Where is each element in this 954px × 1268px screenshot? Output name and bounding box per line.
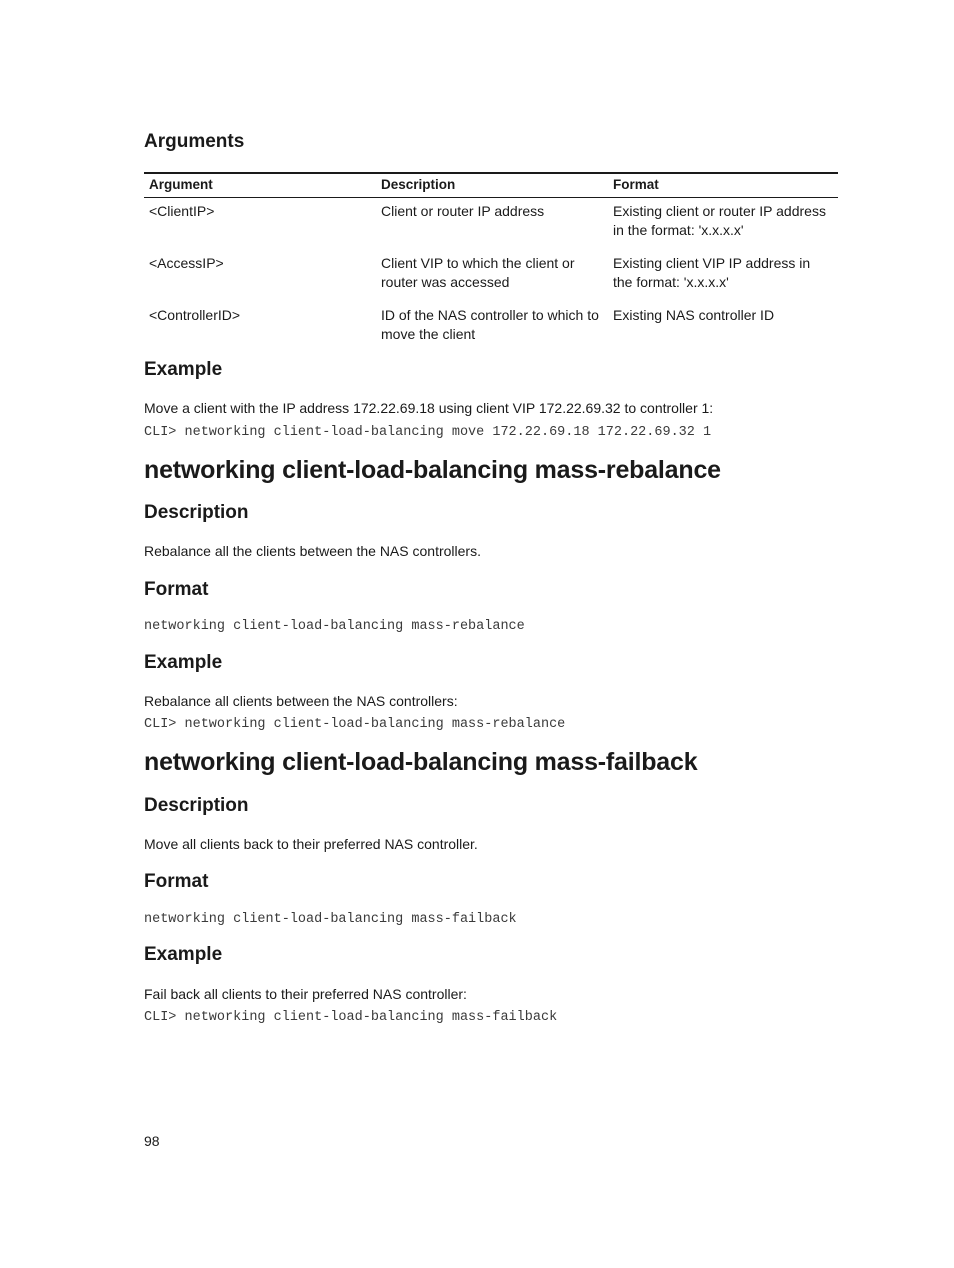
example-heading: Example <box>144 652 223 673</box>
table-cell: Client or router IP address <box>381 203 545 219</box>
table-cell: <AccessIP> <box>149 255 224 271</box>
table-header-cell: Description <box>376 173 608 198</box>
example-heading: Example <box>144 944 223 965</box>
description-heading: Description <box>144 502 249 523</box>
example-text: Move a client with the IP address 172.22.69.18 using client VIP 172.22.69.32 to controller 1: <box>144 400 714 416</box>
example-code: CLI> networking client-load-balancing mass-rebalance <box>144 717 566 732</box>
page-number: 98 <box>144 1133 160 1149</box>
table-header-row <box>144 173 838 198</box>
table-row <box>144 250 838 302</box>
example-code: CLI> networking client-load-balancing move 172.22.69.18 172.22.69.32 1 <box>144 425 712 440</box>
table-header-cell: Argument <box>144 173 376 198</box>
table-row <box>144 198 838 251</box>
table-cell: <ClientIP> <box>149 203 215 219</box>
table-row <box>144 302 838 354</box>
table-header-cell: Format <box>608 173 838 198</box>
arguments-table <box>144 172 838 354</box>
section-title: networking client-load-balancing mass-rebalance <box>144 456 721 484</box>
example-text: Rebalance all clients between the NAS controllers: <box>144 693 458 709</box>
table-cell: Existing client or router IP address in the format: 'x.x.x.x' <box>613 203 826 238</box>
table-cell: Client VIP to which the client or router was accessed <box>381 255 575 290</box>
table-cell: <ControllerID> <box>149 307 241 323</box>
table-cell: Existing NAS controller ID <box>613 307 775 323</box>
format-code: networking client-load-balancing mass-failback <box>144 912 517 927</box>
format-code: networking client-load-balancing mass-rebalance <box>144 619 525 634</box>
table-cell: ID of the NAS controller to which to move the client <box>381 307 599 342</box>
arguments-heading: Arguments <box>144 131 245 152</box>
description-text: Rebalance all the clients between the NAS controllers. <box>144 543 481 559</box>
description-heading: Description <box>144 795 249 816</box>
table-cell: Existing client VIP IP address in the format: 'x.x.x.x' <box>613 255 811 290</box>
description-text: Move all clients back to their preferred NAS controller. <box>144 836 478 852</box>
section-title: networking client-load-balancing mass-failback <box>144 748 698 776</box>
format-heading: Format <box>144 579 209 600</box>
example-heading: Example <box>144 359 223 380</box>
format-heading: Format <box>144 871 209 892</box>
example-text: Fail back all clients to their preferred NAS controller: <box>144 986 467 1002</box>
example-code: CLI> networking client-load-balancing mass-failback <box>144 1010 558 1025</box>
